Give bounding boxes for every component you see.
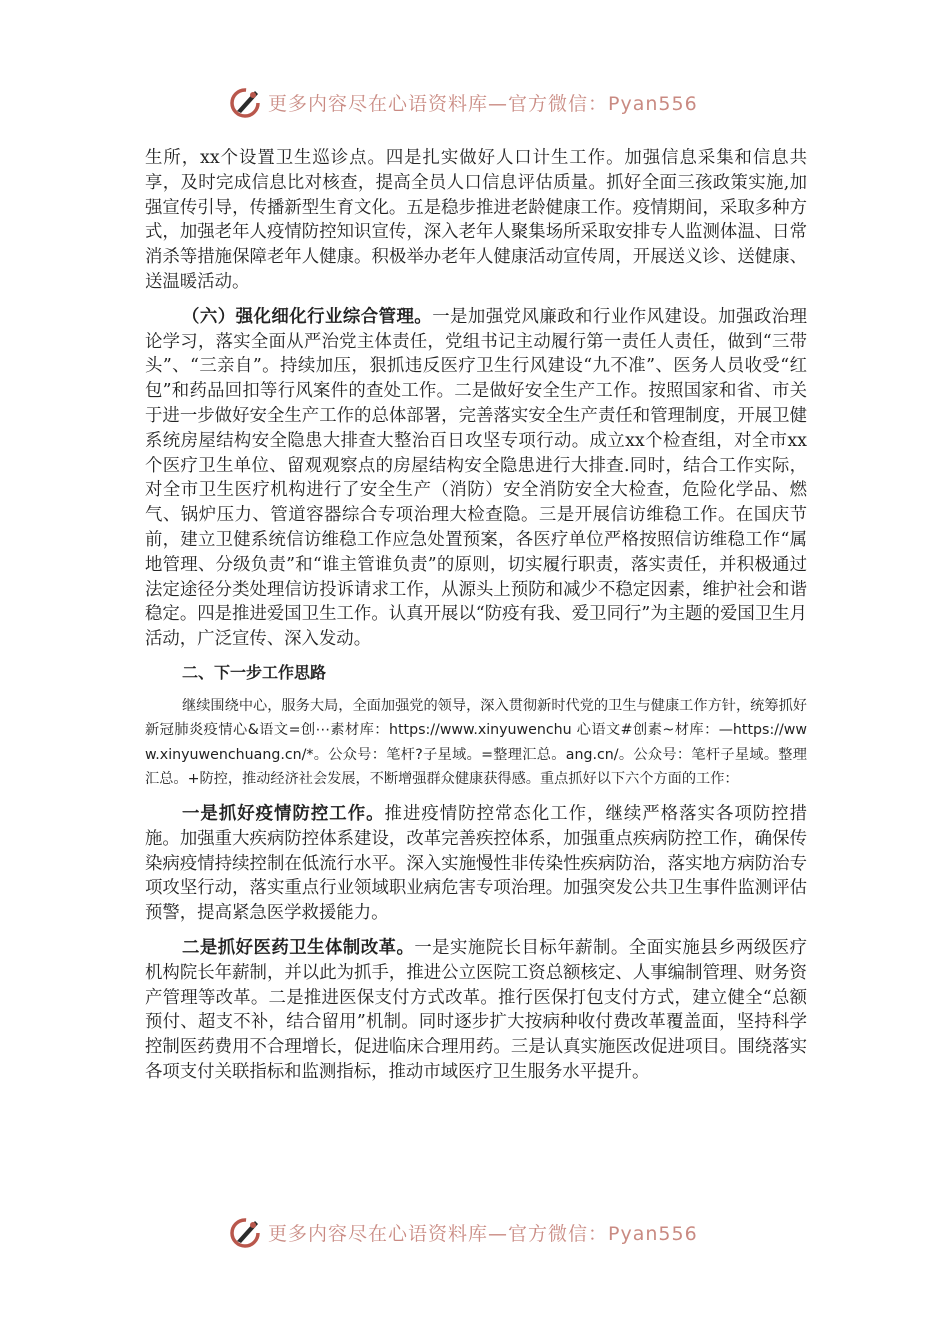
paragraph-lead: （六）强化细化行业综合管理。 bbox=[182, 306, 433, 327]
paragraph-elderly-health: 生所，xx个设置卫生巡诊点。四是扎实做好人口计生工作。加强信息采集和信息共享，及时完成信息比对核查，提高全员人口信息评估质量。抓好全面三孩政策实施,加强宣传引导，传播新型生育文化。五是稳步推进老龄健康工作。疫情期间，采取多种方式，加强老年人疫情防控知识宣传，深入老年人聚集场所采取安排专人监测体温、日常消杀等措施保障老年人健康。积极举办老年人健康活动宣传周，开展送义诊、送健康、送温暖活动。 bbox=[145, 148, 807, 292]
footer-banner bbox=[228, 1212, 788, 1252]
header-banner bbox=[228, 82, 788, 122]
document-body bbox=[145, 146, 807, 1085]
header-banner-text: 更多内容尽在心语资料库—官方微信：Pyan556 bbox=[268, 92, 698, 115]
paragraph-lead: 二是抓好医药卫生体制改革。 bbox=[182, 937, 415, 958]
paragraph-medical-reform bbox=[145, 936, 807, 1085]
paragraph-text: 推进疫情防控常态化工作，继续严格落实各项防控措施。加强重大疾病防控体系建设，改革完善疾控体系，加强重点疾病防控工作，确保传染病疫情持续控制在低流行水平。深入实施慢性非传染性疾病防治，落实地方病防治专项攻坚行动，落实重点行业领域职业病危害专项治理。加强突发公共卫生事件监测评估预警，提高紧急医学救援能力。 bbox=[145, 803, 807, 924]
brush-logo-icon bbox=[228, 84, 264, 120]
paragraph-text: 一是加强党风廉政和行业作风建设。加强政治理论学习，落实全面从严治党主体责任，党组书记主动履行第一责任人责任，做到“三带头”、“三亲自”。持续加压，狠抓违反医疗卫生行风建设“九不准”、医务人员收受“红包”和药品回扣等行风案件的查处工作。二是做好安全生产工作。按照国家和省、市关于进一步做好安全生产工作的总体部署，完善落实安全生产责任和管理制度，开展卫健系统房屋结构安全隐患大排查大整治百日攻坚专项行动。成立xx个检查组，对全市xx个医疗卫生单位、留观观察点的房屋结构安全隐患进行大排查.同时，结合工作实际，对全市卫生医疗机构进行了安全生产（消防）安全消防安全大检查，危险化学品、燃气、锅炉压力、管道容器综合专项治理大检查隐。三是开展信访维稳工作。在国庆节前，建立卫健系统信访维稳工作应急处置预案，各医疗单位严格按照信访维稳工作“属地管理、分级负责”和“谁主管谁负责”的原则，切实履行职责，落实责任，并积极通过法定途径分类处理信访投诉请求工作，从源头上预防和减少不稳定因素，维护社会和谐稳定。四是推进爱国卫生工作。认真开展以“防疫有我、爱卫同行”为主题的爱国卫生月活动，广泛宣传、深入发动。 bbox=[145, 306, 807, 650]
paragraph-industry-management bbox=[145, 305, 807, 652]
paragraph-lead: 一是抓好疫情防控工作。 bbox=[182, 803, 385, 824]
paragraph-next-steps: 继续围绕中心，服务大局，全面加强党的领导，深入贯彻新时代党的卫生与健康工作方针，统筹抓好新冠肺炎疫情心&语文=创⋯素材库：https://www.xinyuwenchu 心语文#创素~材库：—https://www.xinyuwenchuang.cn/*。公众号：笔杆?子星域。=整理汇总。ang.cn/。公众号：笔杆子星域。整理汇总。+防控，推动经济社会发展，不断增强群众健康获得感。重点抓好以下六个方面的工作： bbox=[145, 697, 807, 788]
paragraph-text: 一是实施院长目标年薪制。全面实施县乡两级医疗机构院长年薪制，并以此为抓手，推进公立医院工资总额核定、人事编制管理、财务资产管理等改革。二是推进医保支付方式改革。推行医保打包支付方式，建立健全“总额预付、超支不补，结合留用”机制。同时逐步扩大按病种收付费改革覆盖面，坚持科学控制医药费用不合理增长，促进临床合理用药。三是认真实施医改促进项目。围绕落实各项支付关联指标和监测指标，推动市域医疗卫生服务水平提升。 bbox=[145, 937, 807, 1082]
brush-logo-icon bbox=[228, 1214, 264, 1250]
section-heading: 二、下一步工作思路 bbox=[182, 662, 327, 682]
paragraph-epidemic-control bbox=[145, 802, 807, 926]
footer-banner-text: 更多内容尽在心语资料库—官方微信：Pyan556 bbox=[268, 1222, 698, 1245]
